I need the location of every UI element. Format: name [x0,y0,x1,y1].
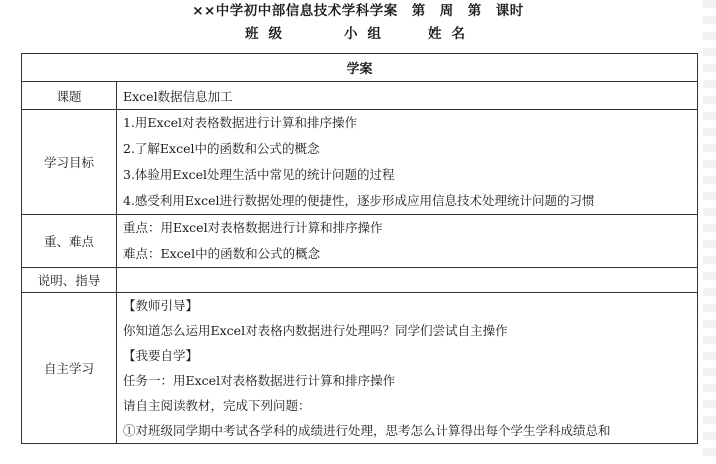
self-study-label: 自主学习 [22,293,117,444]
self-study-item: 请自主阅读教材，完成下列问题： [123,398,311,413]
objectives-list [117,110,698,215]
objective-item: 2.了解Excel中的函数和公式的概念 [123,141,320,156]
guidance-label: 说明、指导 [22,268,117,293]
table-heading: 学案 [22,54,698,82]
table-heading-row [22,54,698,82]
objectives-row [22,110,698,215]
self-study-item: ①对班级同学期中考试各学科的成绩进行处理，思考怎么计算得出每个学生学科成绩总和 [123,423,611,438]
objective-item: 4.感受利用Excel进行数据处理的便捷性，逐步形成应用信息技术处理统计问题的习惯 [123,193,595,208]
self-study-item: 【我要自学】 [123,348,199,363]
objective-item: 1.用Excel对表格数据进行计算和排序操作 [123,115,357,130]
group-label: 小组 [344,26,391,42]
key-point-item: 重点：用Excel对表格数据进行计算和排序操作 [123,220,383,235]
name-label: 姓名 [428,26,475,42]
lesson-plan-table [21,53,698,444]
guidance-value [117,268,698,293]
self-study-row [22,293,698,444]
subject-label: 课题 [22,82,117,110]
self-study-item: 任务一：用Excel对表格数据进行计算和排序操作 [123,373,396,388]
objective-item: 3.体验用Excel处理生活中常见的统计问题的过程 [123,167,395,182]
page-title: ××中学初中部信息技术学科学案 第 周 第 课时 [192,3,524,19]
objectives-label: 学习目标 [22,110,117,215]
key-points-list [117,215,698,268]
self-study-item: 【教师引导】 [123,298,199,313]
key-points-label: 重、难点 [22,215,117,268]
subject-value: Excel数据信息加工 [117,82,698,110]
key-point-item: 难点：Excel中的函数和公式的概念 [123,246,321,261]
page-edge-shadow [703,0,716,464]
guidance-row [22,268,698,293]
key-points-row [22,215,698,268]
subject-row [22,82,698,110]
self-study-list [117,293,698,444]
student-info-fields [0,22,716,46]
class-label: 班级 [245,26,292,42]
self-study-item: 你知道怎么运用Excel对表格内数据进行处理吗？同学们尝试自主操作 [123,323,508,338]
